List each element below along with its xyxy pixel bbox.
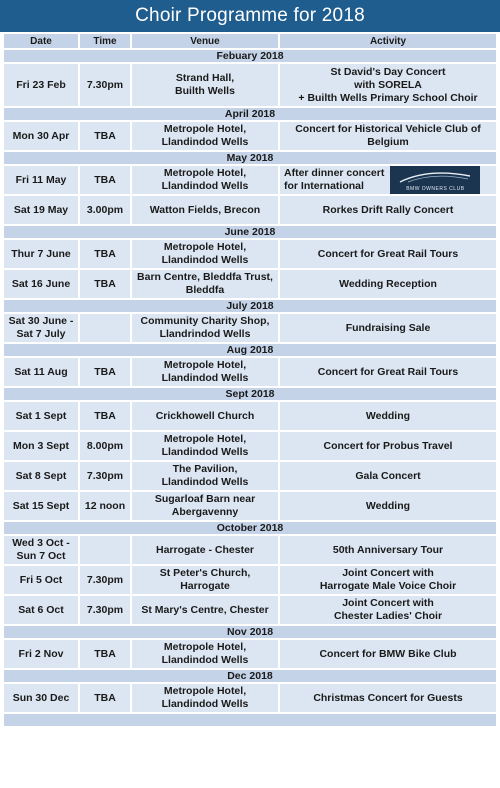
activity-cell: 50th Anniversary Tour — [332, 543, 444, 556]
date-cell: Sun 30 Dec — [4, 684, 80, 712]
venue-cell: Metropole Hotel, Llandindod Wells — [132, 122, 280, 150]
date-cell: Sat 16 June — [4, 270, 80, 298]
venue-cell: The Pavilion, Llandindod Wells — [132, 462, 280, 490]
activity-cell: Concert for Probus Travel — [323, 439, 453, 452]
date-cell: Wed 3 Oct - Sun 7 Oct — [4, 536, 80, 564]
month-label: Febuary 2018 — [216, 49, 284, 62]
venue-cell: Metropole Hotel, Llandindod Wells — [132, 166, 280, 194]
table-row — [4, 358, 496, 388]
table-row — [4, 122, 496, 152]
table-body — [4, 50, 496, 728]
table-row — [4, 196, 496, 226]
table-row — [4, 640, 496, 670]
time-cell: 12 noon — [80, 492, 132, 520]
table-footer-row — [4, 714, 496, 728]
month-label: Aug 2018 — [226, 343, 274, 356]
venue-cell: Harrogate - Chester — [132, 536, 280, 564]
month-row — [4, 388, 496, 402]
header-date: Date — [4, 34, 80, 48]
bmw-owners-club-logo — [390, 166, 480, 194]
date-cell: Sat 15 Sept — [4, 492, 80, 520]
table-row — [4, 240, 496, 270]
venue-cell: Metropole Hotel, Llandindod Wells — [132, 684, 280, 712]
venue-cell: Metropole Hotel, Llandindod Wells — [132, 640, 280, 668]
activity-cell: Concert for BMW Bike Club — [319, 647, 457, 660]
time-cell: 8.00pm — [80, 432, 132, 460]
venue-cell: Watton Fields, Brecon — [132, 196, 280, 224]
time-cell: 3.00pm — [80, 196, 132, 224]
month-row — [4, 300, 496, 314]
swoosh-icon — [398, 170, 472, 184]
header-time: Time — [80, 34, 132, 48]
activity-text: After dinner concert for International — [284, 167, 385, 192]
venue-cell: Barn Centre, Bleddfa Trust, Bleddfa — [132, 270, 280, 298]
programme-table — [4, 34, 496, 728]
month-row — [4, 226, 496, 240]
month-label: October 2018 — [216, 521, 284, 534]
date-cell: Sat 8 Sept — [4, 462, 80, 490]
table-row — [4, 314, 496, 344]
page-title: Choir Programme for 2018 — [0, 0, 500, 34]
venue-cell: Metropole Hotel, Llandindod Wells — [132, 240, 280, 268]
time-cell — [80, 314, 132, 342]
table-row — [4, 596, 496, 626]
activity-cell — [280, 166, 496, 194]
month-label: Sept 2018 — [225, 387, 275, 400]
date-cell: Sat 1 Sept — [4, 402, 80, 430]
date-cell: Sat 30 June - Sat 7 July — [4, 314, 80, 342]
table-row — [4, 270, 496, 300]
venue-cell: Metropole Hotel, Llandindod Wells — [132, 358, 280, 386]
table-row — [4, 432, 496, 462]
month-label: April 2018 — [224, 107, 276, 120]
month-label: Nov 2018 — [226, 625, 274, 638]
activity-cell: Wedding — [365, 409, 411, 422]
logo-text: BMW OWNERS CLUB — [406, 186, 465, 192]
time-cell — [80, 536, 132, 564]
date-cell: Fri 5 Oct — [4, 566, 80, 594]
date-cell: Mon 30 Apr — [4, 122, 80, 150]
table-header — [4, 34, 496, 50]
date-cell: Sat 6 Oct — [4, 596, 80, 624]
month-label: Dec 2018 — [227, 669, 273, 682]
venue-cell: St Peter's Church, Harrogate — [132, 566, 280, 594]
time-cell: TBA — [80, 640, 132, 668]
header-activity: Activity — [369, 35, 407, 47]
time-cell: 7.30pm — [80, 596, 132, 624]
date-cell: Fri 23 Feb — [4, 64, 80, 106]
table-row — [4, 166, 496, 196]
date-cell: Mon 3 Sept — [4, 432, 80, 460]
month-row — [4, 626, 496, 640]
date-cell: Sat 19 May — [4, 196, 80, 224]
time-cell: TBA — [80, 122, 132, 150]
time-cell: 7.30pm — [80, 64, 132, 106]
activity-cell: Gala Concert — [355, 469, 421, 482]
activity-cell: Fundraising Sale — [345, 321, 431, 334]
table-row — [4, 64, 496, 108]
activity-cell: Concert for Great Rail Tours — [317, 247, 459, 260]
time-cell: 7.30pm — [80, 462, 132, 490]
month-row — [4, 152, 496, 166]
venue-cell: Metropole Hotel, Llandindod Wells — [132, 432, 280, 460]
time-cell: TBA — [80, 358, 132, 386]
time-cell: TBA — [80, 240, 132, 268]
venue-cell: Crickhowell Church — [132, 402, 280, 430]
time-cell: TBA — [80, 402, 132, 430]
activity-cell: Concert for Historical Vehicle Club of Belgium — [295, 123, 481, 148]
time-cell: 7.30pm — [80, 566, 132, 594]
month-row — [4, 108, 496, 122]
venue-cell: St Mary's Centre, Chester — [132, 596, 280, 624]
date-cell: Fri 11 May — [4, 166, 80, 194]
venue-cell: Community Charity Shop, Llandrindod Wells — [132, 314, 280, 342]
activity-cell: Christmas Concert for Guests — [313, 691, 463, 704]
table-row — [4, 566, 496, 596]
activity-cell: Rorkes Drift Rally Concert — [322, 203, 454, 216]
table-row — [4, 402, 496, 432]
month-label: July 2018 — [226, 299, 274, 312]
activity-cell: St David's Day Concert with SORELA + Builth Wells Primary School Choir — [298, 65, 478, 104]
table-row — [4, 536, 496, 566]
table-row — [4, 684, 496, 714]
venue-cell: Strand Hall, Builth Wells — [132, 64, 280, 106]
activity-cell: Concert for Great Rail Tours — [317, 365, 459, 378]
activity-cell: Joint Concert with Harrogate Male Voice Choir — [319, 567, 457, 592]
time-cell: TBA — [80, 166, 132, 194]
month-row — [4, 50, 496, 64]
month-label: June 2018 — [224, 225, 276, 238]
activity-cell: Wedding — [365, 499, 411, 512]
month-row — [4, 344, 496, 358]
table-row — [4, 492, 496, 522]
time-cell: TBA — [80, 684, 132, 712]
activity-cell: Joint Concert with Chester Ladies' Choir — [333, 597, 443, 622]
venue-cell: Sugarloaf Barn near Abergavenny — [132, 492, 280, 520]
month-label: May 2018 — [226, 151, 274, 164]
time-cell: TBA — [80, 270, 132, 298]
month-row — [4, 670, 496, 684]
date-cell: Sat 11 Aug — [4, 358, 80, 386]
header-venue: Venue — [132, 34, 280, 48]
date-cell: Fri 2 Nov — [4, 640, 80, 668]
month-row — [4, 522, 496, 536]
table-row — [4, 462, 496, 492]
date-cell: Thur 7 June — [4, 240, 80, 268]
activity-cell: Wedding Reception — [339, 277, 437, 290]
